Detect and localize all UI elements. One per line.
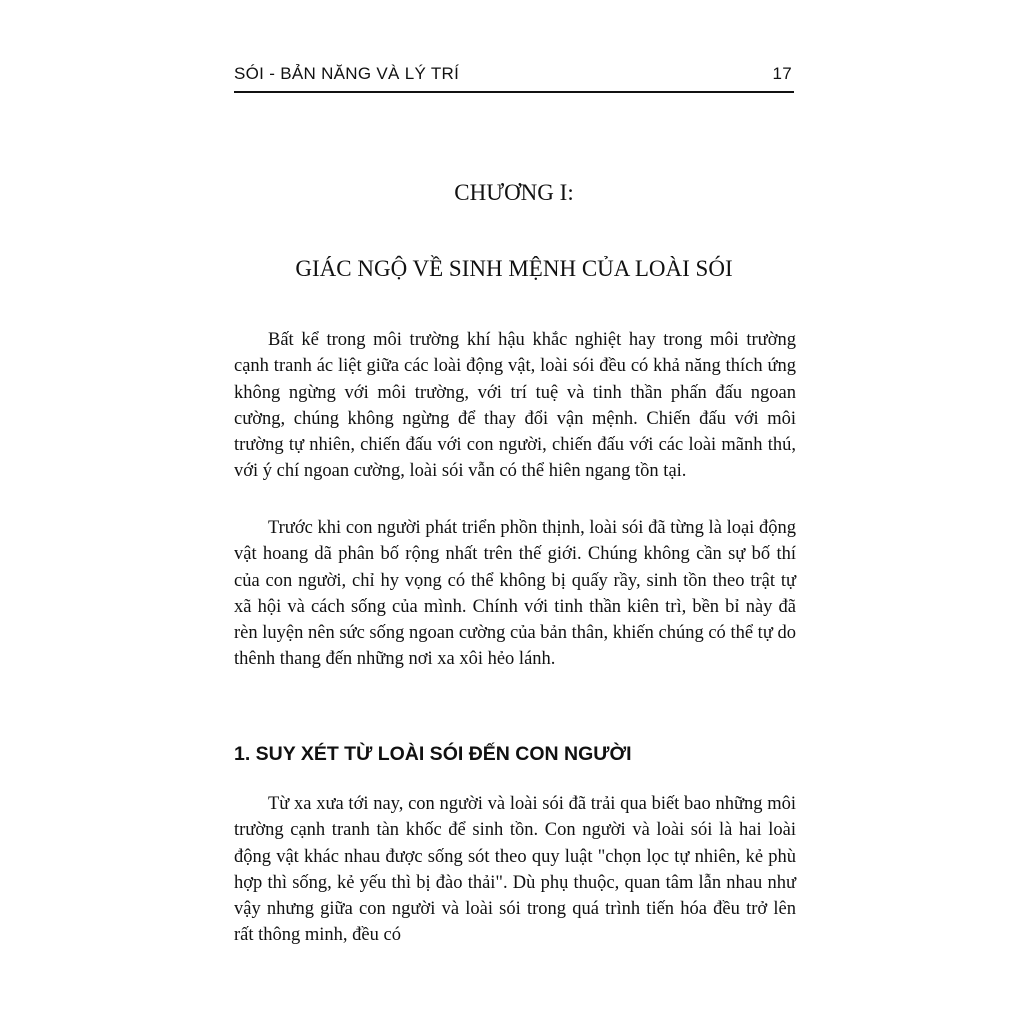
running-header xyxy=(234,60,794,90)
paragraph: Trước khi con người phát triển phồn thịnh, loài sói đã từng là loại động vật hoang dã phân bố rộng nhất trên thế giới. Chúng không cần sự bố thí của con người, chỉ hy vọng có thể không bị quấy rầy, sinh tồn theo trật tự xã hội và cách sống của mình. Chính với tinh thần kiên trì, bền bỉ này đã rèn luyện nên sức sống ngoan cường của bản thân, khiến chúng có thể tự do thênh thang đến những nơi xa xôi hẻo lánh. xyxy=(234,518,796,670)
chapter-label: CHƯƠNG I: xyxy=(454,180,574,205)
book-title: SÓI - BẢN NĂNG VÀ LÝ TRÍ xyxy=(234,64,460,83)
header-rule xyxy=(234,91,794,93)
chapter-title: GIÁC NGỘ VỀ SINH MỆNH CỦA LOÀI SÓI xyxy=(295,256,733,281)
paragraph: Bất kể trong môi trường khí hậu khắc nghiệt hay trong môi trường cạnh tranh ác liệt giữa các loài động vật, loài sói đều có khả năng thích ứng không ngừng với môi trường, với trí tuệ và tinh thần phấn đấu ngoan cường, chúng không ngừng để thay đổi vận mệnh. Chiến đấu với môi trường tự nhiên, chiến đấu với con người, chiến đấu với các loài mãnh thú, với ý chí ngoan cường, loài sói vẫn có thể hiên ngang tồn tại. xyxy=(234,330,796,482)
page-number: 17 xyxy=(772,64,792,83)
section-paragraph: Từ xa xưa tới nay, con người và loài sói đã trải qua biết bao những môi trường cạnh tranh tàn khốc để sinh tồn. Con người và loài sói là hai loài động vật khác nhau được sống sót theo quy luật "chọn lọc tự nhiên, kẻ phù hợp thì sống, kẻ yếu thì bị đào thải". Dù phụ thuộc, quan tâm lẫn nhau như vậy nhưng giữa con người và loài sói trong quá trình tiến hóa đều trở lên rất thông minh, đều có xyxy=(234,794,796,946)
section-heading: 1. SUY XÉT TỪ LOÀI SÓI ĐẾN CON NGƯỜI xyxy=(234,743,632,765)
